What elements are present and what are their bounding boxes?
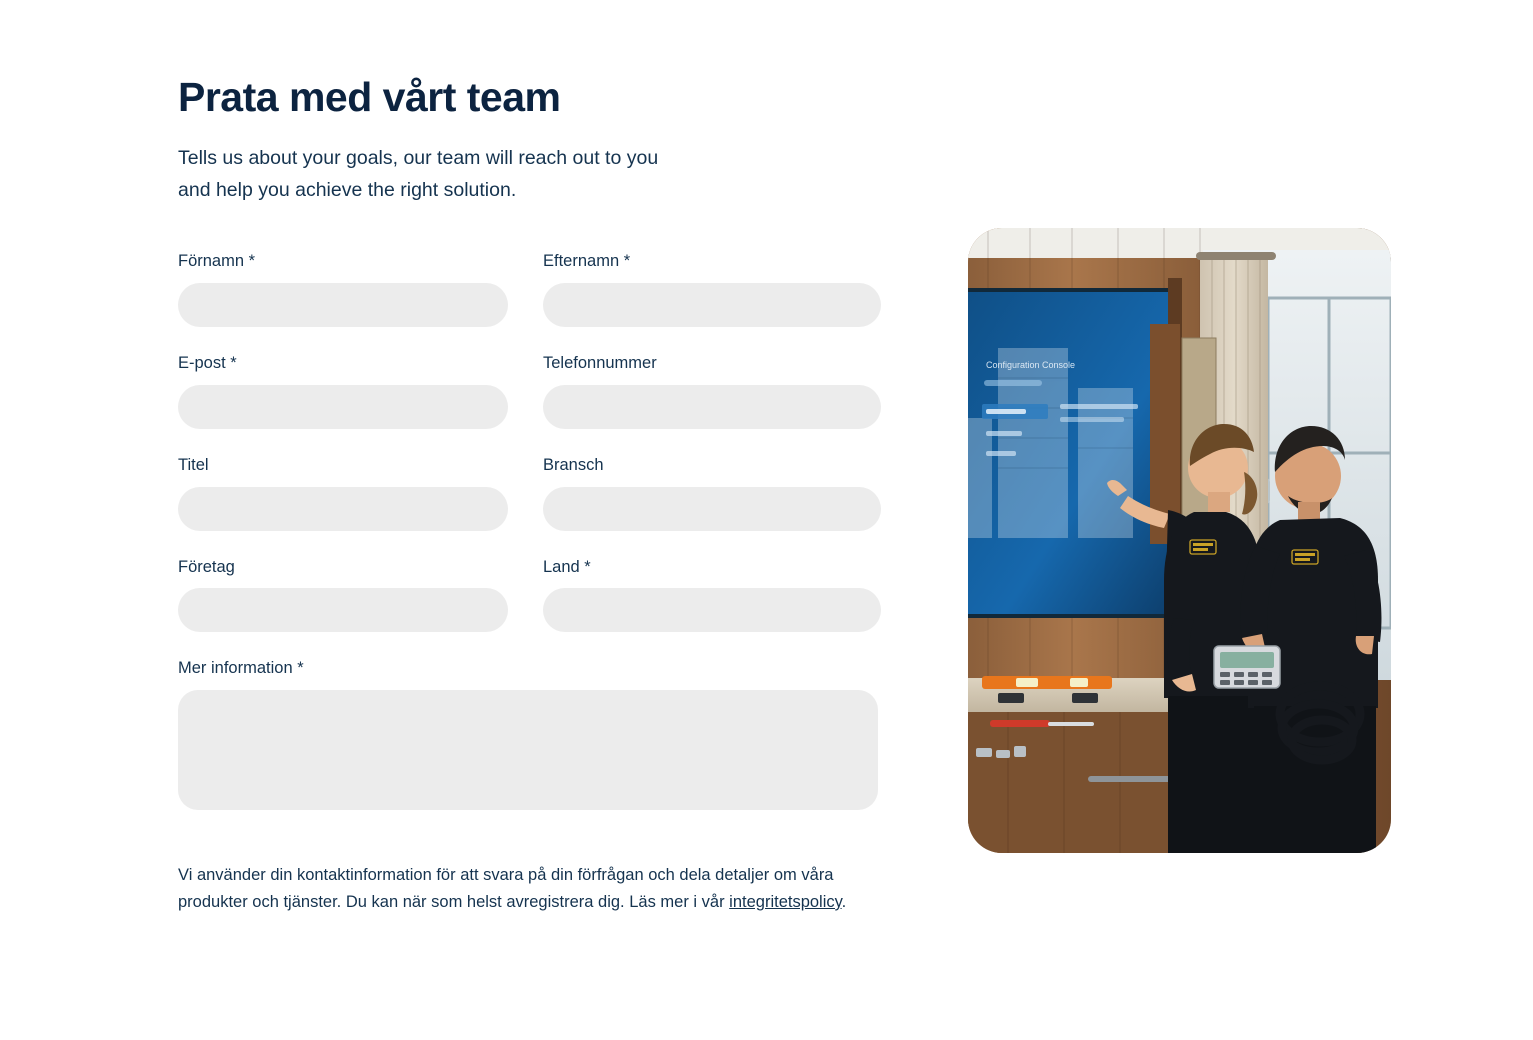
- page-subtitle-line-1: Tells us about your goals, our team will reach out to you: [178, 147, 659, 170]
- label-email: E-post *: [178, 354, 237, 373]
- field-country: [543, 558, 881, 633]
- measuring-device: [1214, 646, 1280, 688]
- country-input[interactable]: [543, 588, 881, 632]
- page-subtitle-line-2: and help you achieve the right solution.: [178, 178, 517, 201]
- privacy-notice-text-end: .: [841, 893, 847, 911]
- title-input[interactable]: [178, 487, 508, 531]
- phone-input[interactable]: [543, 385, 881, 429]
- label-first-name: Förnamn *: [178, 252, 256, 271]
- privacy-policy-link[interactable]: integritetspolicy: [729, 893, 842, 911]
- page-subtitle: [178, 143, 778, 206]
- svg-text:Configuration Console: Configuration Console: [986, 360, 1076, 370]
- field-phone: [543, 354, 881, 429]
- field-industry: [543, 456, 881, 531]
- label-phone: Telefonnummer: [543, 354, 657, 373]
- field-title: [178, 456, 508, 531]
- contact-form: [178, 252, 888, 842]
- team-photo-illustration: [968, 228, 1391, 853]
- label-industry: Bransch: [543, 455, 604, 474]
- field-last-name: [543, 252, 881, 327]
- privacy-notice: [178, 862, 888, 915]
- page-title: Prata med vårt team: [178, 74, 561, 120]
- industry-input[interactable]: [543, 487, 881, 531]
- company-input[interactable]: [178, 588, 508, 632]
- label-message: Mer information *: [178, 659, 304, 678]
- privacy-notice-text: Vi använder din kontaktinformation för att svara på din förfrågan och dela detaljer om våra produkter och tjänster. Du kan när som helst avregistrera dig. Läs mer i vår: [178, 866, 834, 911]
- label-country: Land *: [543, 557, 591, 576]
- field-company: [178, 558, 508, 633]
- field-message: [178, 659, 878, 815]
- label-title: Titel: [178, 455, 209, 474]
- email-input[interactable]: [178, 385, 508, 429]
- first-name-input[interactable]: [178, 283, 508, 327]
- message-textarea[interactable]: [178, 690, 878, 810]
- team-photo: [968, 228, 1391, 853]
- last-name-input[interactable]: [543, 283, 881, 327]
- field-first-name: [178, 252, 508, 327]
- field-email: [178, 354, 508, 429]
- label-company: Företag: [178, 557, 235, 576]
- label-last-name: Efternamn *: [543, 252, 631, 271]
- contact-form-column: [178, 74, 888, 932]
